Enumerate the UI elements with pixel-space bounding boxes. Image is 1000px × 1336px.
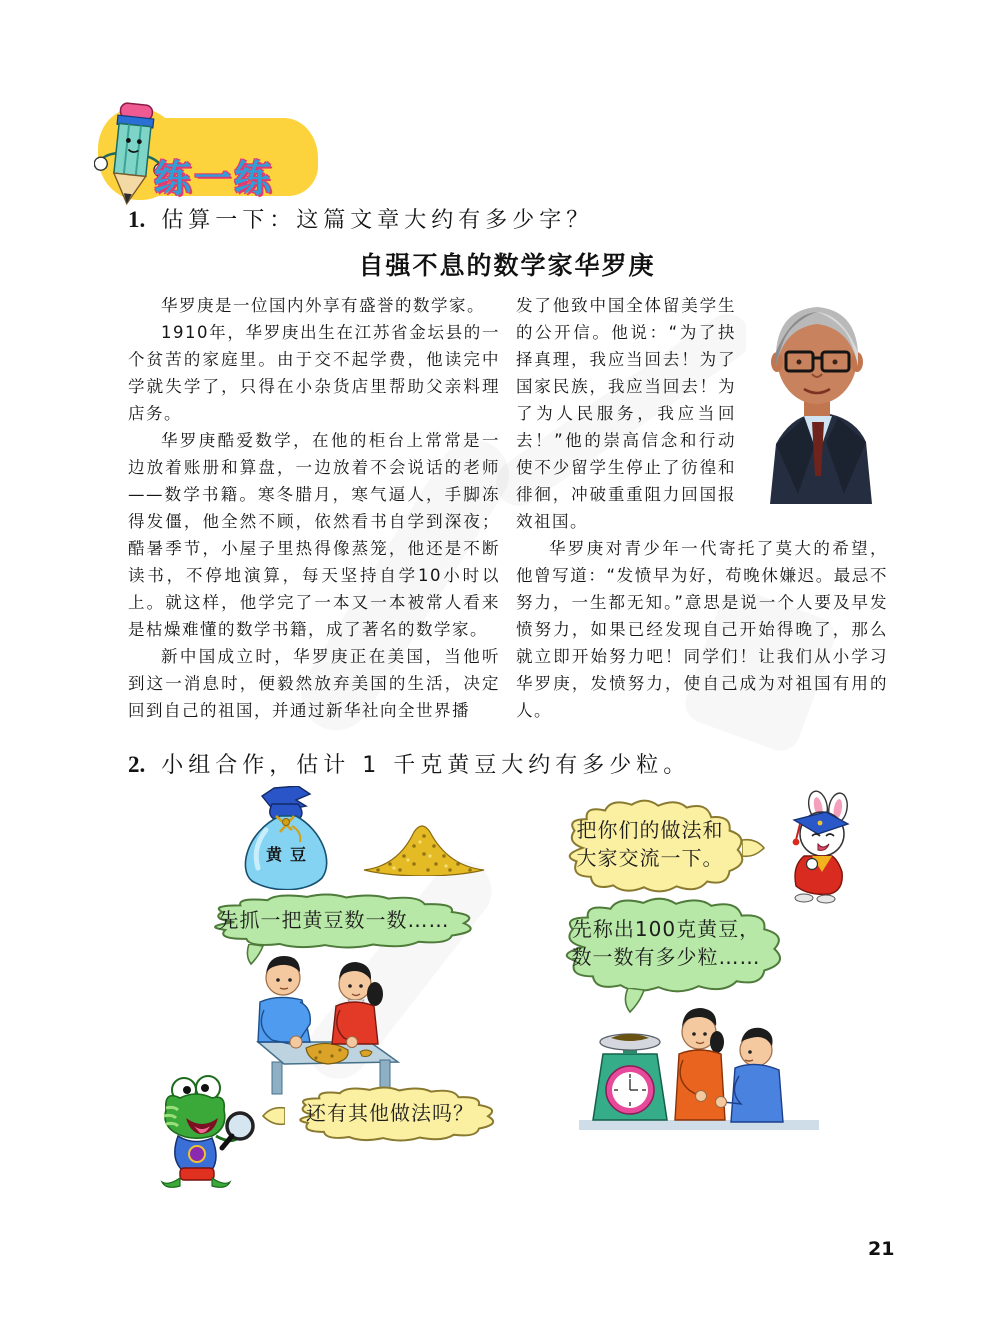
article-paragraph: 华罗庚酷爱数学，在他的柜台上常常是一边放着账册和算盘，一边放着不会说话的老师——数学书籍。寒冬腊月，寒气逼人，手脚冻得发僵，他全然不顾，依然看书自学到深夜；酷暑季节，小屋子里热得像蒸笼，他还是不断读书，不停地演算，每天坚持自学10小时以上。就这样，他学完了一本又一本被常人看来是枯燥难懂的数学书籍，成了著名的数学家。 <box>128 431 500 639</box>
article-paragraph: 华罗庚是一位国内外享有盛誉的数学家。 <box>161 296 485 315</box>
badge-label: 练一练 <box>154 157 274 200</box>
article-title: 自强不息的数学家华罗庚 <box>358 251 656 280</box>
other-methods-text: 还有其他做法吗？ <box>306 1101 474 1125</box>
weighing-scene <box>573 992 825 1144</box>
practice-badge <box>96 104 326 204</box>
question-2-text: 小组合作，估计 1 千克黄豆大约有多少粒。 <box>161 753 691 778</box>
page-number: 21 <box>868 1238 895 1260</box>
other-methods-bubble <box>276 1086 504 1142</box>
article-body <box>128 292 888 724</box>
rabbit-mascot-icon <box>756 790 854 904</box>
grab-bubble <box>183 893 485 949</box>
rabbit-speech-bubble <box>548 798 752 894</box>
frog-mascot-icon <box>150 1074 264 1190</box>
question-1 <box>128 203 593 234</box>
rabbit-speech-text: 把你们的做法和大家交流一下。 <box>576 818 724 870</box>
question-2 <box>128 748 690 779</box>
grab-bubble-text: 先抓一把黄豆数一数…… <box>218 908 450 932</box>
hua-luogeng-portrait <box>746 294 888 524</box>
article-paragraph: 新中国成立时，华罗庚正在美国，当他听到这一消息时，便毅然放弃美国的生活，决定回到自己的祖国，并通过新华社向全世界播 <box>128 647 500 720</box>
soybean-pile <box>358 816 490 876</box>
article-paragraph: 发了他致中国全体留美学生的公开信。他说：“为了抉择真理，我应当回去！为了国家民族，我应当回去！为了为人民服务，我应当回去！”他的崇高信念和行动使不少留学生停止了彷徨和徘徊，冲破重重阻力回国报效祖国。 <box>516 296 736 531</box>
question-1-text: 估算一下：这篇文章大约有多少字？ <box>161 208 594 233</box>
article-left-column <box>128 292 500 724</box>
article-right-column <box>516 292 888 724</box>
soybean-bag-label: 黄豆 <box>265 845 314 864</box>
bubble-tail <box>245 944 267 966</box>
soybean-bag <box>236 786 336 890</box>
article-paragraph: 1910年，华罗庚出生在江苏省金坛县的一个贫苦的家庭里。由于交不起学费，他读完中学就失学了，只得在小杂货店里帮助父亲料理店务。 <box>128 323 500 423</box>
weigh-bubble <box>540 896 792 994</box>
question-2-number: 2. <box>128 752 146 777</box>
question-1-number: 1. <box>128 207 146 232</box>
article-paragraph: 华罗庚对青少年一代寄托了莫大的希望，他曾写道：“发愤早为好，苟晚休嫌迟。最忌不努力，一生都无知。”意思是说一个人要及早发愤努力，如果已经发现自己开始得晚了，那么就立即开始努力吧！同学们！让我们从小学习华罗庚，发愤努力，使自己成为对祖国有用的人。 <box>516 539 888 720</box>
weigh-bubble-text: 先称出100克黄豆，数一数有多少粒…… <box>571 917 761 969</box>
bubble-tail <box>622 988 648 1014</box>
